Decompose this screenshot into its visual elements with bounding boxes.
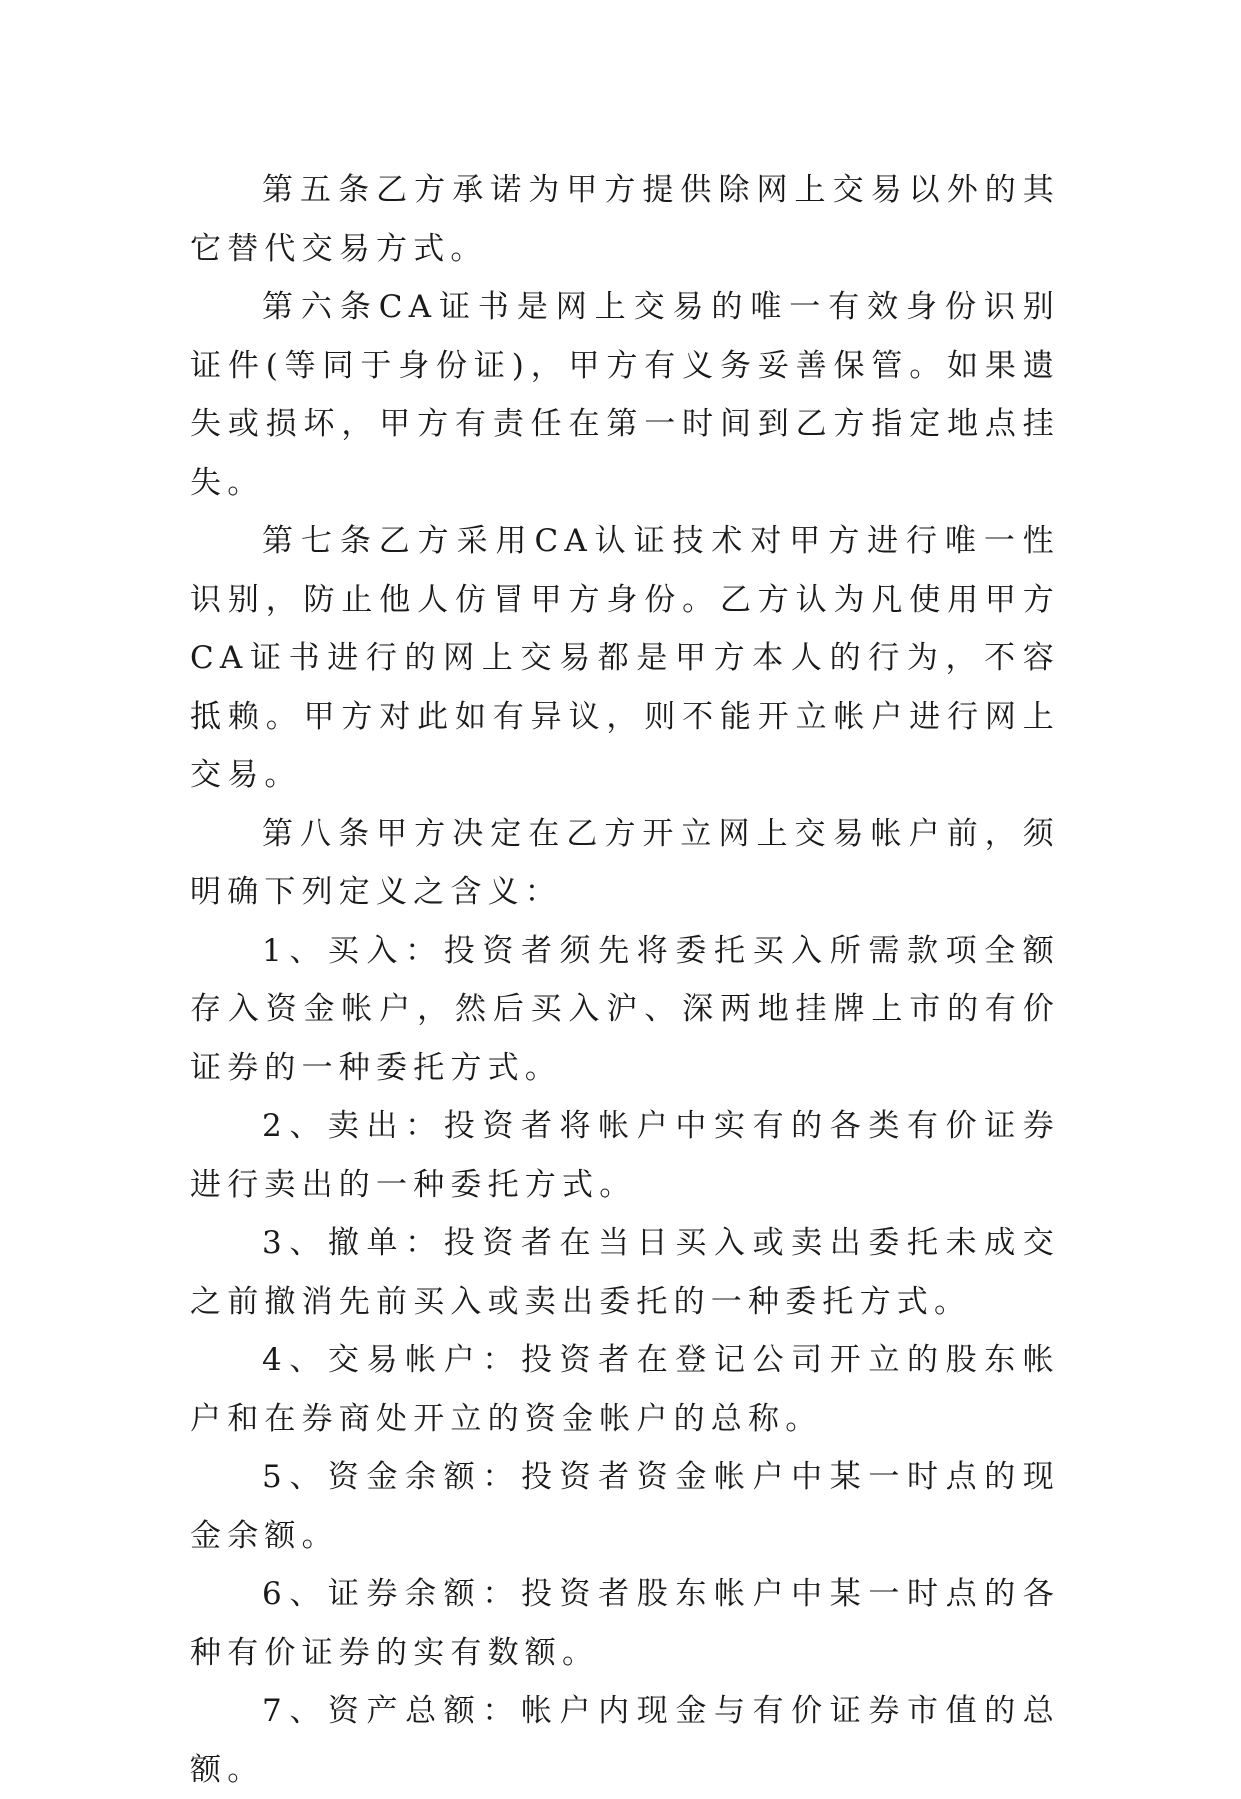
definition-trading-account: 4、交易帐户：投资者在登记公司开立的股东帐户和在券商处开立的资金帐户的总称。 bbox=[190, 1342, 1060, 1437]
definition-total-assets: 7、资产总额：帐户内现金与有价证券市值的总额。 bbox=[190, 1693, 1060, 1788]
definition-cash-balance: 5、资金余额：投资者资金帐户中某一时点的现金余额。 bbox=[190, 1459, 1060, 1554]
definition-sell: 2、卖出：投资者将帐户中实有的各类有价证券进行卖出的一种委托方式。 bbox=[190, 1108, 1060, 1203]
paragraph-article-5: 第五条乙方承诺为甲方提供除网上交易以外的其它替代交易方式。 bbox=[190, 172, 1060, 267]
definition-buy: 1、买入：投资者须先将委托买入所需款项全额存入资金帐户，然后买入沪、深两地挂牌上市的有价证券的一种委托方式。 bbox=[190, 932, 1060, 1086]
paragraph-article-6: 第六条CA证书是网上交易的唯一有效身份识别证件(等同于身份证)，甲方有义务妥善保管。如果遗失或损坏，甲方有责任在第一时间到乙方指定地点挂失。 bbox=[190, 289, 1060, 501]
paragraph-article-7: 第七条乙方采用CA认证技术对甲方进行唯一性识别，防止他人仿冒甲方身份。乙方认为凡使用甲方CA证书进行的网上交易都是甲方本人的行为，不容抵赖。甲方对此如有异议，则不能开立帐户进行网上交易。 bbox=[190, 523, 1060, 793]
definition-securities-balance: 6、证券余额：投资者股东帐户中某一时点的各种有价证券的实有数额。 bbox=[190, 1576, 1060, 1671]
definition-cancel-order: 3、撤单：投资者在当日买入或卖出委托未成交之前撤消先前买入或卖出委托的一种委托方式。 bbox=[190, 1225, 1060, 1320]
document-page bbox=[190, 161, 1060, 1799]
paragraph-article-8: 第八条甲方决定在乙方开立网上交易帐户前，须明确下列定义之含义： bbox=[190, 815, 1060, 910]
